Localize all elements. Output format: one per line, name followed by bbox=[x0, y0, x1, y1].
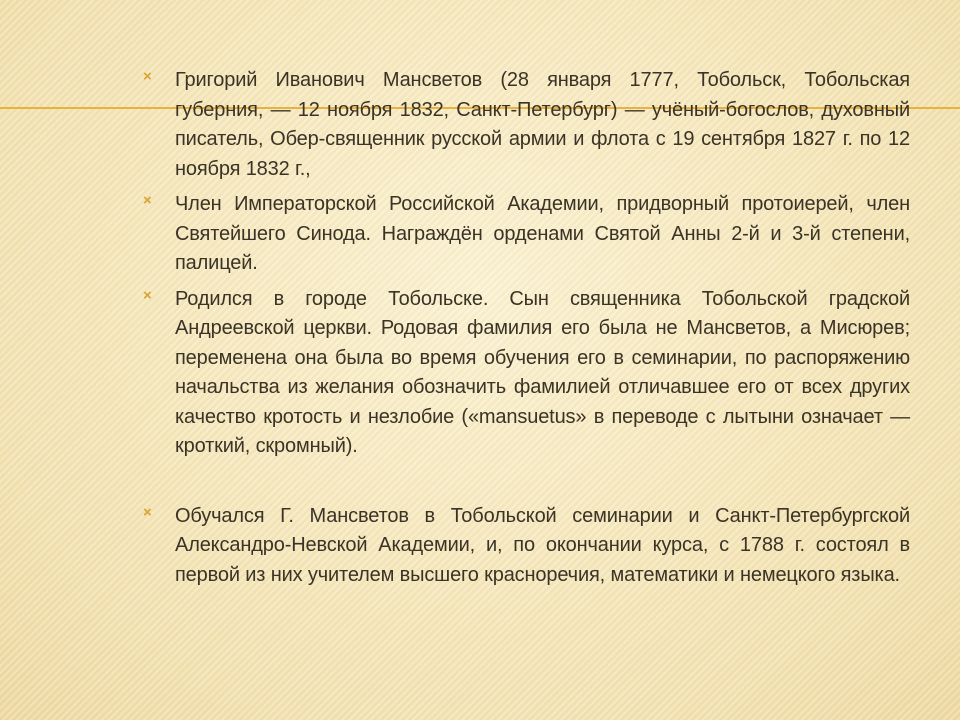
paragraph-education: Обучался Г. Мансветов в Тобольской семинарии и Санкт-Петербургской Александро-Невской Академии, и, по окончании курса, с 1788 г. состоял в первой из них учителем высшего красноречия, математики и немецкого языка. bbox=[175, 504, 910, 586]
slide-content bbox=[140, 66, 910, 596]
x-bullet-icon: × bbox=[143, 192, 152, 209]
list-item bbox=[140, 66, 910, 184]
x-bullet-icon: × bbox=[143, 68, 152, 85]
x-bullet-icon: × bbox=[143, 286, 152, 304]
paragraph-origin: Родился в городе Тобольске. Сын священника Тобольской градской Андреевской церкви. Родовая фамилия его была не Мансветов, а Мисюрев; переменена она была во время обучения его в семинарии, по распоряжению начальства из желания обозначить фамилией отличавшее его от всех других качество кротость и незлобие («mansuetus» в переводе с лытыни означает — кроткий, скромный). bbox=[175, 287, 910, 457]
list-item bbox=[140, 285, 910, 462]
paragraph-biography-intro: Григорий Иванович Мансветов (28 января 1777, Тобольск, Тобольская губерния, — 12 ноября 1832, Санкт-Петербург) — учёный-богослов, духовный писатель, Обер-священник русской армии и флота с 19 сентября 1827 г. по 12 ноября 1832 г., bbox=[175, 69, 910, 180]
list-item bbox=[140, 190, 910, 279]
x-bullet-icon: × bbox=[143, 503, 152, 521]
paragraph-membership: Член Императорской Российской Академии, придворный протоиерей, член Святейшего Синода. Награждён орденами Святой Анны 2-й и 3-й степени, палицей. bbox=[175, 193, 910, 274]
list-item bbox=[140, 502, 910, 591]
